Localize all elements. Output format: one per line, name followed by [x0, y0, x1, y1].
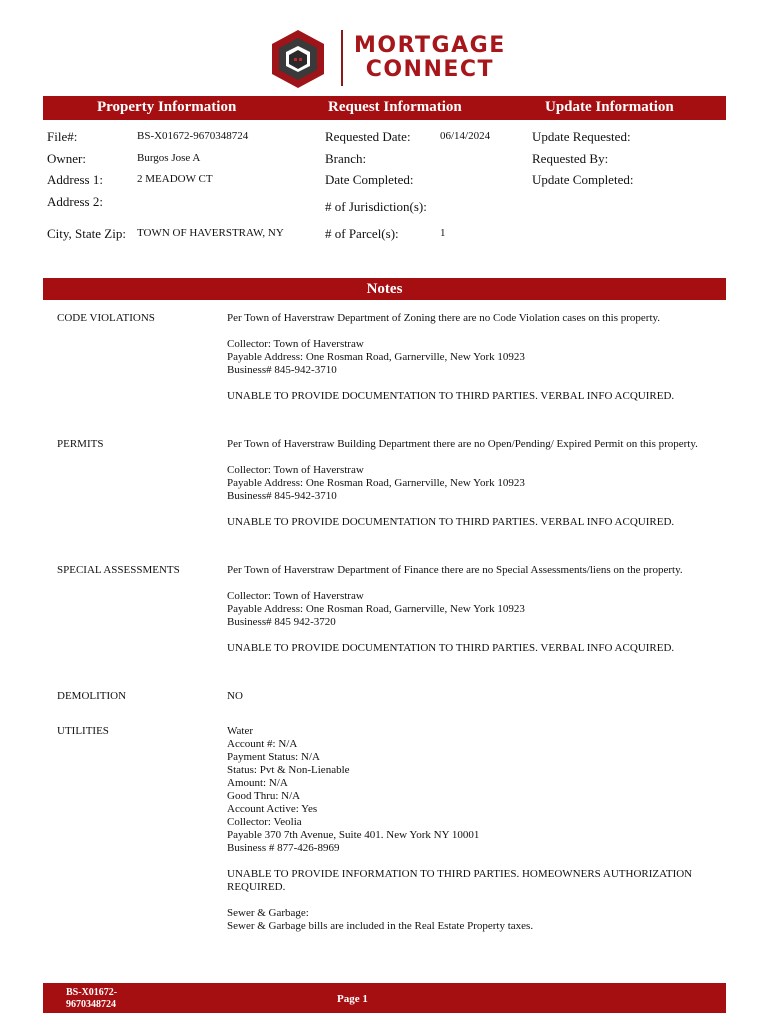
parcels-value: 1 — [440, 227, 446, 239]
update-completed-label: Update Completed: — [532, 172, 634, 187]
file-label: File#: — [47, 129, 78, 144]
code-violations-body: Per Town of Haverstraw Department of Zoning there are no Code Violation cases on this property. Collector: Town of Haverstraw Payable Address: One Rosman Road, Garnerville, New York 10923 Business# 845-942-3710 UNABLE TO PROVIDE DOCUMENTATION TO THIRD PARTIES. VERBAL INFO ACQUIRED. — [227, 312, 675, 402]
page-number: Page 1 — [337, 993, 368, 1005]
file-value: BS-X01672-9670348724 — [137, 130, 249, 142]
update-requested-label: Update Requested: — [532, 129, 631, 144]
logo-divider — [341, 30, 343, 86]
permits-body: Per Town of Haverstraw Building Department there are no Open/Pending/ Expired Permit on this property. Collector: Town of Haverstraw Payable Address: One Rosman Road, Garnerville, New York 10923 Business# 845-942-3710 UNABLE TO PROVIDE DOCUMENTATION TO THIRD PARTIES. VERBAL INFO ACQUIRED. — [227, 438, 698, 528]
special-assessments-body: Per Town of Haverstraw Department of Finance there are no Special Assessments/liens on the property. Collector: Town of Haverstraw Payable Address: One Rosman Road, Garnerville, New York 10923 Business# 845 942-3720 UNABLE TO PROVIDE DOCUMENTATION TO THIRD PARTIES. VERBAL INFO ACQUIRED. — [227, 564, 683, 654]
demolition-value: NO — [227, 690, 243, 702]
footer-file-number: BS-X01672- 9670348724 — [66, 987, 118, 1010]
info-header-bar — [43, 96, 726, 120]
demolition-heading: DEMOLITION — [57, 690, 127, 702]
special-assessments-heading: SPECIAL ASSESSMENTS — [57, 564, 180, 576]
parcels-label: # of Parcel(s): — [325, 226, 399, 241]
notes-header-bar: Notes — [43, 278, 726, 300]
utilities-heading: UTILITIES — [57, 725, 109, 737]
requested-date-value: 06/14/2024 — [440, 130, 491, 142]
utilities-body: Water Account #: N/A Payment Status: N/A Status: Pvt & Non-Lienable Amount: N/A Good Thru: N/A Account Active: Yes Collector: Veolia Payable 370 7th Avenue, Suite 401. New York NY 10001 Business # 877-426-8969 UNABLE TO PROVIDE INFORMATION TO THIRD PARTIES. HOMEOWNERS AUTHORIZATION REQUIRED. Sewer & Garbage: Sewer & Garbage bills are included in the Real Estate Property taxes. — [227, 725, 693, 932]
logo-wordmark: MORTGAGE CONNECT — [354, 33, 506, 82]
footer-bar — [43, 983, 726, 1013]
owner-label: Owner: — [47, 151, 86, 166]
date-completed-label: Date Completed: — [325, 172, 414, 187]
mortgage-connect-logo-icon — [268, 28, 328, 90]
jurisdictions-label: # of Jurisdiction(s): — [325, 199, 427, 214]
address2-label: Address 2: — [47, 194, 103, 209]
update-information-heading: Update Information — [545, 99, 674, 115]
branch-label: Branch: — [325, 151, 367, 166]
property-information-heading: Property Information — [97, 99, 237, 115]
city-state-zip-value: TOWN OF HAVERSTRAW, NY — [137, 227, 284, 239]
request-information-heading: Request Information — [328, 99, 462, 115]
owner-value: Burgos Jose A — [137, 152, 201, 164]
code-violations-heading: CODE VIOLATIONS — [57, 312, 155, 324]
permits-heading: PERMITS — [57, 438, 104, 450]
requested-by-label: Requested By: — [532, 151, 609, 166]
address1-label: Address 1: — [47, 172, 103, 187]
address1-value: 2 MEADOW CT — [137, 173, 213, 185]
requested-date-label: Requested Date: — [325, 129, 411, 144]
city-state-zip-label: City, State Zip: — [47, 226, 126, 241]
